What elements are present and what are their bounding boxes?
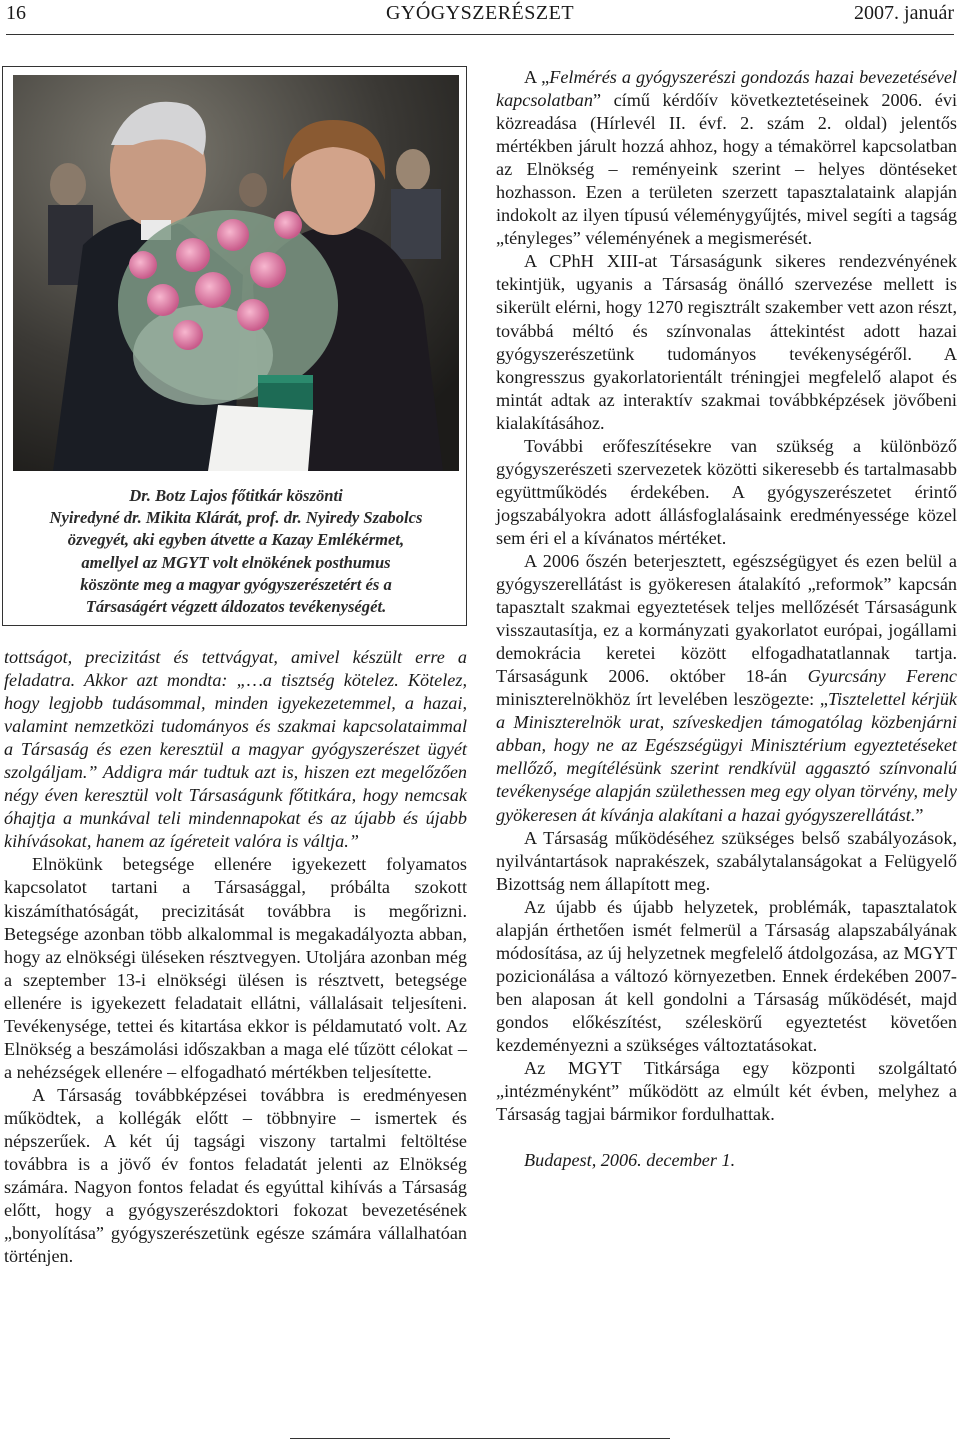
body-paragraph: Az MGYT Titkársága egy központi szolgáltató „intézményként” működött az elmúlt két évben, melyhez a Társaság tagjai bármikor fordulhattak.: [496, 1058, 957, 1125]
text-span: ” című kérdőív következtetéseinek 2006. évi közreadása (Hírlevél II. évf. 2. szám 2. oldal) jelentős mértékben járult hozzá ahhoz, hogy a témakörrel kapcsolatban az Elnökség – reményeink szerint – helyes döntéseket hozhasson. Ezen a területen szerzett tapasztalataink alapján indokolt az ilyen típusú véleménygyűjtés, mivel segíti a tagság „tényleges” véleményének a megismerését.: [496, 90, 957, 249]
page-number: 16: [6, 2, 26, 24]
caption-line: Dr. Botz Lajos főtitkár köszönti: [129, 486, 343, 505]
caption-line: Társaságért végzett áldozatos tevékenységét.: [85, 597, 387, 617]
text-span: A 2006 őszén beterjesztett, egészségügyet és ezen belül a gyógyszerellátást is gyökeresen átalakító „reformok” kapcsán tapasztalt szakmai egyeztetések teljes mellőzését Társaságunk visszautasítja, ez a kormányzati gyakorlatot európai, jogállami demokrácia keretei között elfogadhatatlannak tartja. Társaságunk 2006. október 18-án: [496, 550, 957, 687]
body-paragraph: [496, 66, 957, 250]
caption-line: Nyiredyné dr. Mikita Klárát, prof. dr. Nyiredy Szabolcs: [49, 508, 423, 528]
body-paragraph: Az újabb és újabb helyzetek, problémák, tapasztalatok alapján érthetően ismét felmerül a Társaság alapszabályának módosítása, az új helyzetnek megfelelő átdolgozása, az MGYT pozicionálása a változó környezetben. Ennek érdekében 2007-ben alaposan át kell gondolni a Társaság működését, majd gondos előkészítést, széleskörű egyeztetést követően kezdeményezni a szükséges változtatásokat.: [496, 896, 957, 1055]
caption-line: amellyel az MGYT volt elnökének posthumus: [81, 552, 391, 572]
body-paragraph: A Társaság továbbképzései továbbra is eredményesen működtek, a kollégák előtt – többnyire – ismertek és népszerűek. A két új tagsági viszony tartalmi feltöltése továbbra is a jövő év fontos feladatát jelenti az Elnökség számára. Nagyon fontos feladat és egyúttal kihívás a Társaság előtt, hogy a gyógyszerészdoktori fokozat bevezetésének „bonyolítása” gyógyszerészetünk egésze számára vállalhatóan történjen.: [4, 1084, 467, 1267]
caption-line: özvegyét, aki egyben átvette a Kazay Emlékérmet,: [67, 530, 405, 550]
letter-quote: Tisztelettel kérjük a Miniszterelnök urat, szíveskedjen támogatólag közbenjárni abban, hogy ne az Egészségügyi Minisztérium egyeztetéseket mellőző, megítélésünk szerint rendkívül aggasztó színvonalú tevékenysége alapján születhessen meg egy olyan törvény, mely gyökeresen át kívánja alakítani a hazai gyógyszerellátást.: [496, 689, 958, 825]
text-span: ”: [915, 804, 924, 825]
issue-date: 2007. január: [854, 2, 954, 24]
footer-divider: [290, 1438, 670, 1439]
caption-line: köszönte meg a magyar gyógyszerészetért és a: [80, 574, 392, 594]
left-column: [4, 646, 467, 1268]
signature-date: Budapest, 2006. december 1.: [524, 1150, 736, 1171]
journal-title: GYÓGYSZERÉSZET: [385, 2, 575, 24]
right-column: [496, 66, 957, 1172]
photo-caption: [13, 485, 459, 618]
award-photo: [13, 75, 459, 471]
photo-illustration: [13, 75, 459, 471]
person-name: Gyurcsány Ferenc: [807, 666, 957, 687]
body-paragraph: Elnökünk betegsége ellenére igyekezett folyamatos kapcsolatot tartani a Társasággal, próbálta szokott kiszámíthatóságát, precizitását továbbra is megőrizni. Betegsége azonban több alkalommal is megakadályozta abban, hogy az elnökségi üléseken résztvegyen. Utoljára azonban még a szeptember 13-i elnökségi ülésen is résztvett, betegsége ellenére is igyekezett feladatait ellátni, vállalásait teljesíteni. Tevékenysége, tettei és kitartása ekkor is példamutató volt. Az Elnökség a beszámolási időszakban a maga elé tűzött célokat – a nehézségek ellenére – elfogadható mértékben teljesítette.: [4, 854, 467, 1082]
photo-figure: [2, 66, 467, 626]
body-paragraph: [496, 550, 957, 827]
header-divider: [6, 34, 954, 35]
quote-paragraph: tottságot, precizitást és tettvágyat, amivel készült erre a feladatra. Akkor azt mondta: „…a tisztség kötelez. Kötelez, hogy legjobb tudásommal, minden igyekezetemmel, a hazai, valamint nemzetközi tudományos és szakmai kapcsolataimmal a Társaság és ezen keresztül a magyar gyógyszerészet ügyét szolgáljam.” Addigra már tudtuk azt is, hiszen ezt megelőzően négy éven keresztül volt Társaságunk főtitkára, hogy nemcsak óhajtja a munkával teli mindennapokat és az újabb és újabb kihívásokat, hanem az ígéreteit valóra is váltja.”: [4, 647, 467, 852]
body-paragraph: A CPhH XIII-at Társaságunk sikeres rendezvényének tekintjük, ugyanis a Társaság önálló szervezése mellett is sikerült elérni, hogy 1270 regisztrált szakember vett azon részt, továbbá méltó és színvonalas áttekintést adott hazai gyógyszerészetünk tudományos tevékenységéről. A kongresszus gyakorlatorientált tréningjei megfelelő alapot és mintát adtak az interaktív szakmai továbbképzések jövőbeni kialakításához.: [496, 251, 957, 433]
text-span: miniszterelnökhöz írt levelében leszögezte: „: [496, 689, 829, 710]
body-paragraph: További erőfeszítésekre van szükség a különböző gyógyszerészeti szervezetek közötti sikeresebb és tartalmasabb együttműködés érdekében. A gyógyszerészetet érintő jogszabályokra adott állásfoglalásaink eredményessége közel sem éri el a kívánatos mértéket.: [496, 435, 957, 548]
page-header: [6, 2, 954, 28]
text-span: A „: [524, 67, 550, 87]
body-paragraph: A Társaság működéséhez szükséges belső szabályozások, nyilvántartások naprakészek, szabálytalanságokat a Felügyelő Bizottság nem állapított meg.: [496, 827, 957, 894]
survey-title: Felmérés a gyógyszerészi gondozás hazai bevezetésével kapcsolatban: [496, 67, 958, 111]
